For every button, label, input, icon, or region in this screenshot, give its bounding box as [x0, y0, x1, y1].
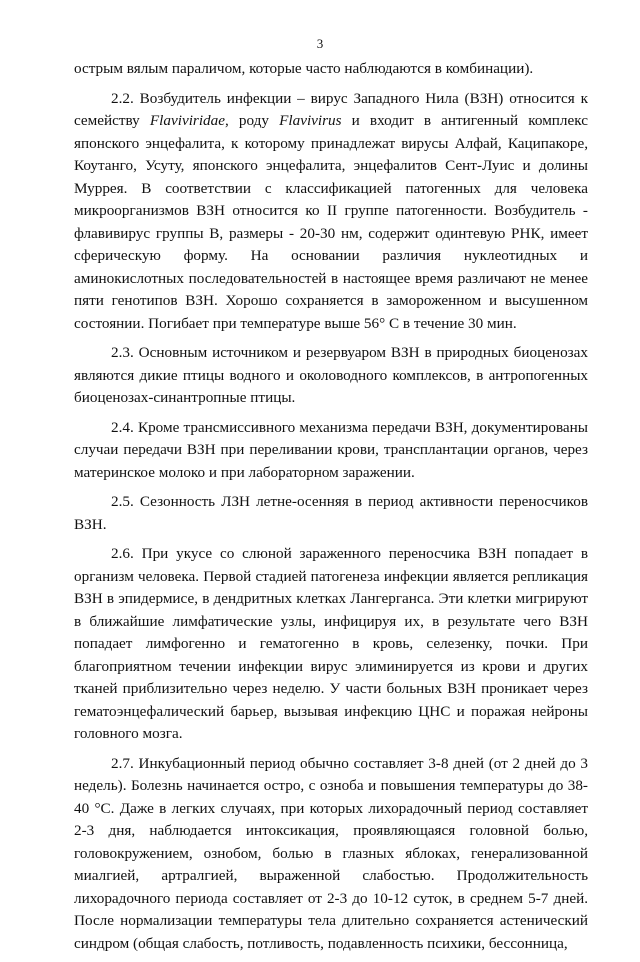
paragraph-2-4: 2.4. Кроме трансмиссивного механизма передачи ВЗН, документированы случаи передачи ВЗН при переливании крови, трансплантации органов, через материнское молоко и при лабораторном заражении. [74, 418, 588, 481]
paragraph-2-2 [74, 88, 588, 336]
family-name-flaviviridae: Flaviviridae [149, 112, 225, 129]
document-body [74, 58, 588, 962]
paragraph-2-3: 2.3. Основным источником и резервуаром ВЗН в природных биоценозах являются дикие птицы водного и околоводного комплексов, в антропогенных биоценозах-синантропные птицы. [74, 344, 588, 406]
paragraph-2-5: 2.5. Сезонность ЛЗН летне-осенняя в период активности переносчиков ВЗН. [74, 493, 588, 533]
paragraph-2-6: 2.6. При укусе со слюной зараженного переносчика ВЗН попадает в организм человека. Первой стадией патогенеза инфекции является репликация ВЗН в эпидермисе, в дендритных клетках Лангерганса. Эти клетки мигрируют в ближайшие лимфатические узлы, инфицируя их, в результате чего ВЗН попадает лимфогенно и гематогенно в кровь, селезенку, почки. При благоприятном течении инфекции вирус элиминируется из крови и других тканей приблизительно через неделю. У части больных ВЗН проникает через гематоэнцефалический барьер, вызывая инфекцию ЦНС и поражая нейроны головного мозга. [74, 545, 588, 742]
paragraph-2-2-text-2: , роду [224, 112, 280, 129]
paragraph-2-7: 2.7. Инкубационный период обычно составляет 3-8 дней (от 2 дней до 3 недель). Болезнь начинается остро, с озноба и повышения температуры до 38-40 °С. Даже в легких случаях, при которых лихорадочный период составляет 2-3 дня, наблюдается интоксикация, проявляющаяся головной болью, головокружением, ознобом, болью в глазных яблоках, генерализованной миалгией, артралгией, выраженной слабостью. Продолжительность лихорадочного периода составляет от 2-3 до 10-12 суток, в среднем 5-7 дней. После нормализации температуры тела длительно сохраняется астенический синдром (общая слабость, потливость, подавленность психики, бессонница, [74, 754, 588, 952]
paragraph-2-2-text-3: и входит в антигенный комплекс японского энцефалита, к которому принадлежат вирусы Алфай, Каципакоре, Коутанго, Усуту, японского энцефалита, энцефалитов Сент-Луис и долины Муррея. В соответствии с классификацией патогенных для человека микроорганизмов ВЗН относится ко II группе патогенности. Возбудитель - флавивирус группы В, размеры - 20-30 нм, содержит одинтевую РНК, имеет сферическую форму. На основании различия нуклеотидных и аминокислотных последовательностей в настоящее время различают не менее пяти генотипов ВЗН. Хорошо сохраняется в замороженном и высушенном состоянии. Погибает при температуре выше 56° С в течение 30 мин. [74, 112, 588, 332]
paragraph-continuation: острым вялым параличом, которые часто наблюдаются в комбинации). [74, 60, 534, 77]
paragraph-2-2-text-1: 2.2. Возбудитель инфекции – вирус Западного Нила (ВЗН) относится к семейству [74, 89, 588, 129]
genus-name-flavivirus: Flavivirus [279, 112, 342, 129]
page-number: 3 [316, 36, 324, 51]
